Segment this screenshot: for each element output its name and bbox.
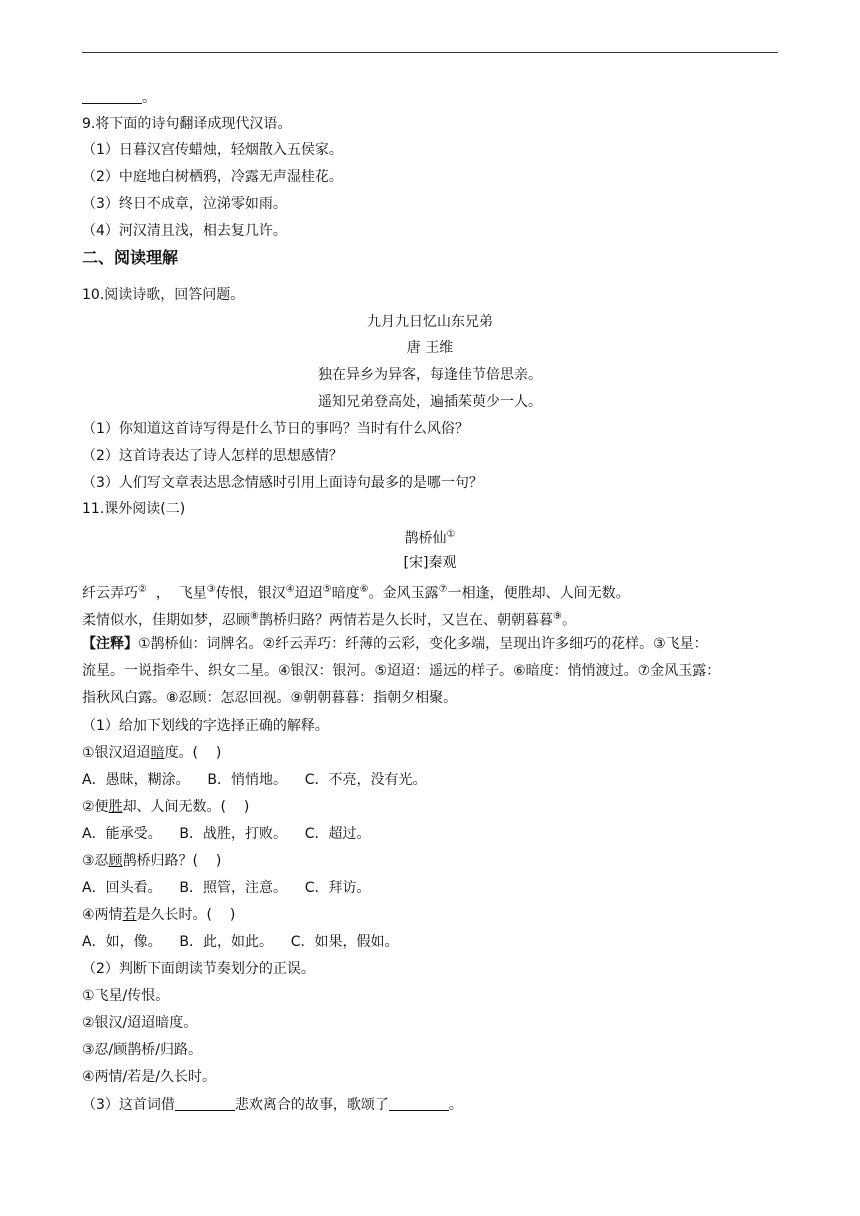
q10-question: （1）你知道这首诗写得是什么节日的事吗？当时有什么风俗？ <box>82 421 469 437</box>
poem-line: 独在异乡为异客，每逢佳节倍思亲。 <box>318 367 542 383</box>
section-title: 二、阅读理解 <box>82 248 179 267</box>
q10-question: （2）这首诗表达了诗人怎样的思想感情？ <box>82 448 343 464</box>
poem-title: 九月九日忆山东兄弟 <box>367 314 493 330</box>
notes-line: 指秋风白露。⑧忍顾：怎忍回视。⑨朝朝暮暮：指朝夕相聚。 <box>82 690 458 706</box>
q9-item: （4）河汉清且浅，相去复几许。 <box>82 223 287 239</box>
poem-line: 遥知兄弟登高处，遍插茱萸少一人。 <box>318 394 542 410</box>
poem-author: 唐 王维 <box>406 340 454 356</box>
choice-options: A．回头看。 B．照管，注意。 C．拜访。 <box>82 880 371 896</box>
rhythm-item: ①飞星/传恨。 <box>82 988 170 1004</box>
q11-title: 11.课外阅读(二) <box>82 501 186 517</box>
rhythm-item: ④两情/若是/久长时。 <box>82 1069 216 1085</box>
q9-item: （3）终日不成章，泣涕零如雨。 <box>82 196 287 212</box>
rhythm-item: ②银汉/迢迢暗度。 <box>82 1015 198 1031</box>
q10-question: （3）人们写文章表达思念情感时引用上面诗句最多的是哪一句？ <box>82 475 483 491</box>
poem-text-line: 柔情似水，佳期如梦，忍顾⑧鹊桥归路？两情若是久长时，又岂在、朝朝暮暮⑨。 <box>82 611 576 629</box>
choice-options: A．如，像。 B．此，如此。 C．如果，假如。 <box>82 934 399 950</box>
choice-question: ④两情若是久长时。( ) <box>82 907 236 923</box>
q9-item: （1）日暮汉宫传蜡烛，轻烟散入五侯家。 <box>82 142 343 158</box>
q9-item: （2）中庭地白树栖鸦，冷露无声湿桂花。 <box>82 169 343 185</box>
choice-question: ①银汉迢迢暗度。( ) <box>82 745 222 761</box>
poem-title: 鹊桥仙① <box>404 529 456 547</box>
sub1-title: （1）给加下划线的字选择正确的解释。 <box>82 718 329 734</box>
choice-question: ②便胜却、人间无数。( ) <box>82 799 250 815</box>
notes-label: 【注释】 <box>82 636 138 652</box>
rhythm-item: ③忍/顾鹊桥/归路。 <box>82 1042 202 1058</box>
choice-question: ③忍顾鹊桥归路？( ) <box>82 853 222 869</box>
choice-options: A．愚昧，糊涂。 B．悄悄地。 C．不亮，没有光。 <box>82 772 427 788</box>
answer-blank[interactable] <box>82 89 142 104</box>
notes-line: 流星。一说指牵牛、织女二星。④银汉：银河。⑤迢迢：遥远的样子。⑥暗度：悄悄渡过。⑦金风玉露： <box>82 663 721 679</box>
notes-line: 【注释】①鹊桥仙：词牌名。②纤云弄巧：纤薄的云彩，变化多端，呈现出许多细巧的花样。③飞星： <box>82 636 708 652</box>
q9-title: 9.将下面的诗句翻译成现代汉语。 <box>82 116 292 132</box>
answer-line: 。 <box>82 88 156 108</box>
header-rule <box>82 52 778 53</box>
choice-options: A．能承受。 B．战胜，打败。 C．超过。 <box>82 826 371 842</box>
poem-text-line: 纤云弄巧② ， 飞星③传恨，银汉④迢迢⑤暗度⑥。金风玉露⑦一相逢，便胜却、人间无数。 <box>82 584 630 602</box>
answer-blank[interactable] <box>175 1096 235 1111</box>
answer-blank[interactable] <box>389 1096 449 1111</box>
sub3-line: （3）这首词借 悲欢离合的故事，歌颂了 。 <box>82 1097 463 1113</box>
sub2-title: （2）判断下面朗读节奏划分的正误。 <box>82 961 315 977</box>
poem-author: [宋]秦观 <box>403 555 457 571</box>
q10-title: 10.阅读诗歌，回答问题。 <box>82 287 245 303</box>
